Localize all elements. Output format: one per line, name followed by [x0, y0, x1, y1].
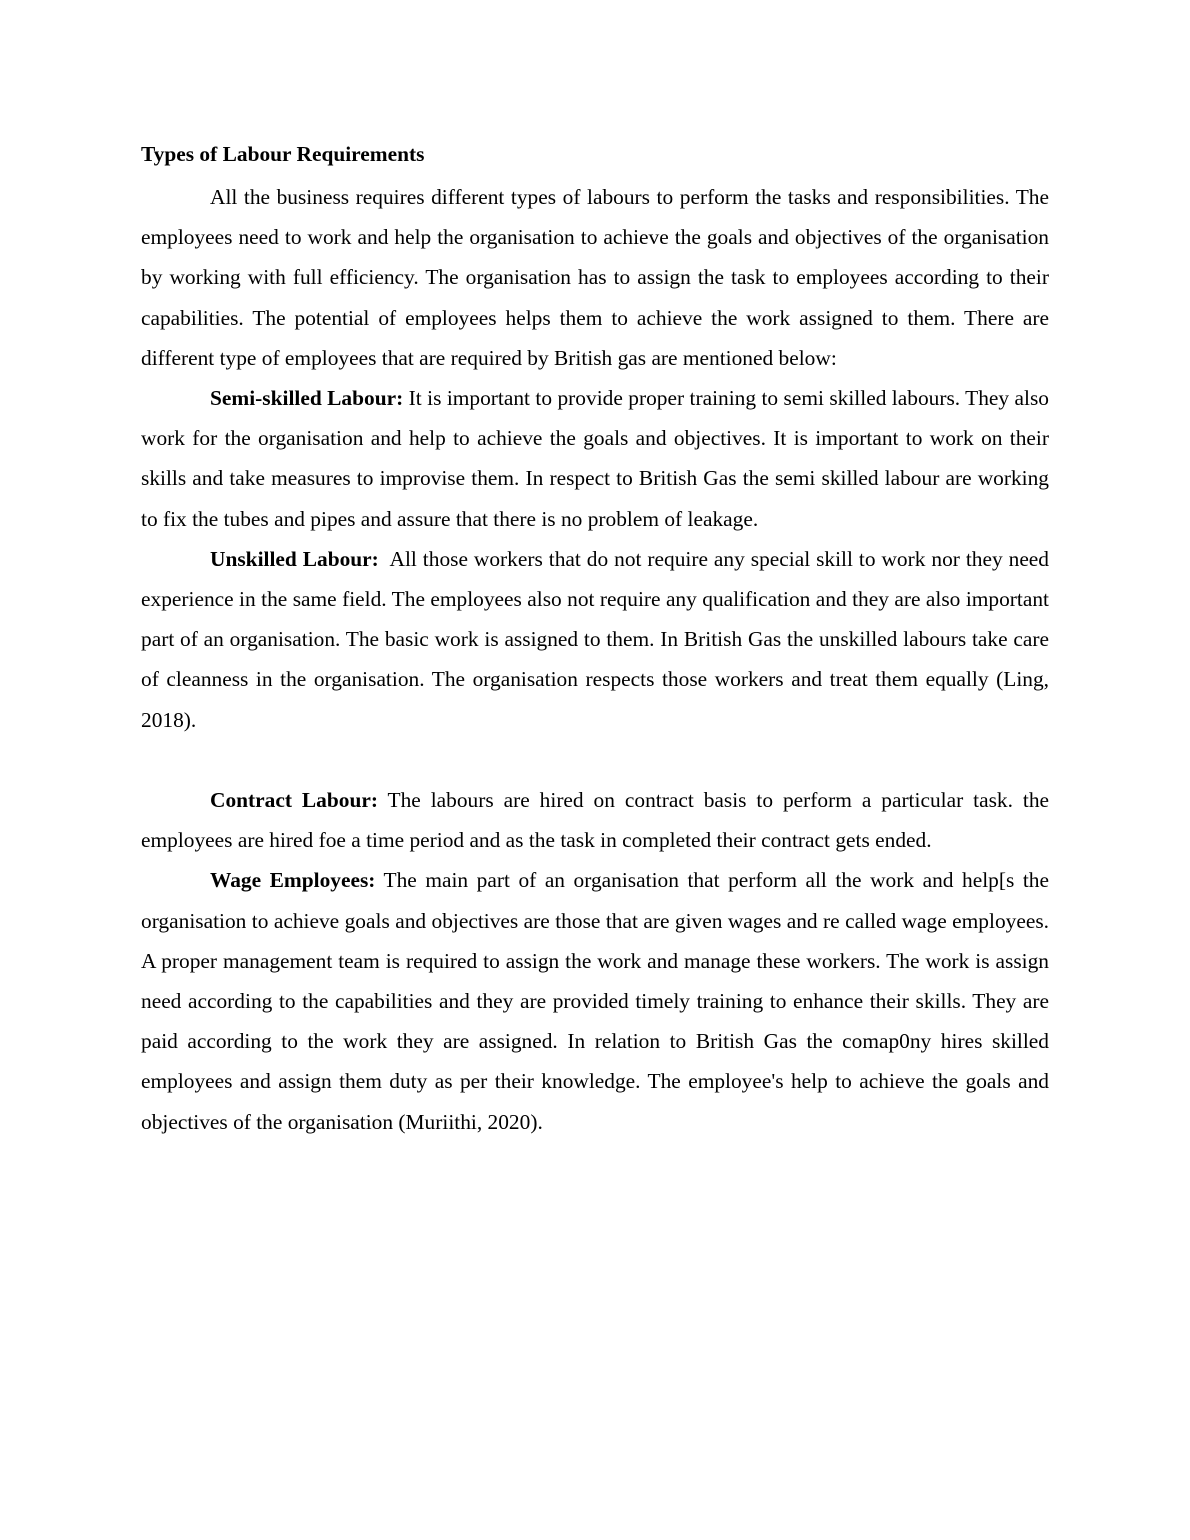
paragraph-text: It is important to provide proper training to semi skilled labours. They also work for the organisation and help to achieve the goals and objectives. It is important to work on their skills and take measures to improvise them. In respect to British Gas the semi skilled labour are working to fix the tubes and pipes and assure that there is no problem of leakage.	[141, 386, 1049, 531]
paragraph-label: Wage Employees:	[210, 868, 376, 893]
paragraph-text: The main part of an organisation that perform all the work and help[s the organisation to achieve goals and objectives are those that are given wages and re called wage employees. A proper management team is required to assign the work and manage these workers. The work is assign need according to the capabilities and they are provided timely training to enhance their skills. They are paid according to the work they are assigned. In relation to British Gas the comap0ny hires skilled employees and assign them duty as per their knowledge. The employee's help to achieve the goals and objectives of the organisation (Muriithi, 2020).	[141, 868, 1049, 1134]
blank-line	[141, 740, 1049, 780]
document-body	[141, 137, 1055, 1142]
section-heading: Types of Labour Requirements	[141, 142, 425, 166]
paragraph-label: Semi-skilled Labour:	[210, 386, 404, 411]
paragraph-label: Contract Labour:	[210, 788, 378, 813]
paragraph-text: The labours are hired on contract basis to perform a particular task. the employees are hired foe a time period and as the task in completed their contract gets ended.	[141, 788, 1050, 853]
paragraph-contract-labour	[141, 780, 1049, 860]
paragraph-text: All the business requires different types of labours to perform the tasks and responsibilities. The employees need to work and help the organisation to achieve the goals and objectives of the organisation by working with full efficiency. The organisation has to assign the task to employees according to their capabilities. The potential of employees helps them to achieve the work assigned to them. There are different type of employees that are required by British gas are mentioned below:	[141, 185, 1049, 370]
paragraph-semi-skilled-labour	[141, 378, 1049, 539]
paragraph-intro	[141, 177, 1049, 378]
paragraph-text: All those workers that do not require any special skill to work nor they need experience in the same field. The employees also not require any qualification and they are also important part of an organisation. The basic work is assigned to them. In British Gas the unskilled labours take care of cleanness in the organisation. The organisation respects those workers and treat them equally (Ling, 2018).	[141, 546, 1055, 732]
paragraph-unskilled-labour	[141, 539, 1055, 740]
paragraph-wage-employees	[141, 860, 1049, 1141]
paragraph-label: Unskilled Labour:	[210, 546, 379, 571]
